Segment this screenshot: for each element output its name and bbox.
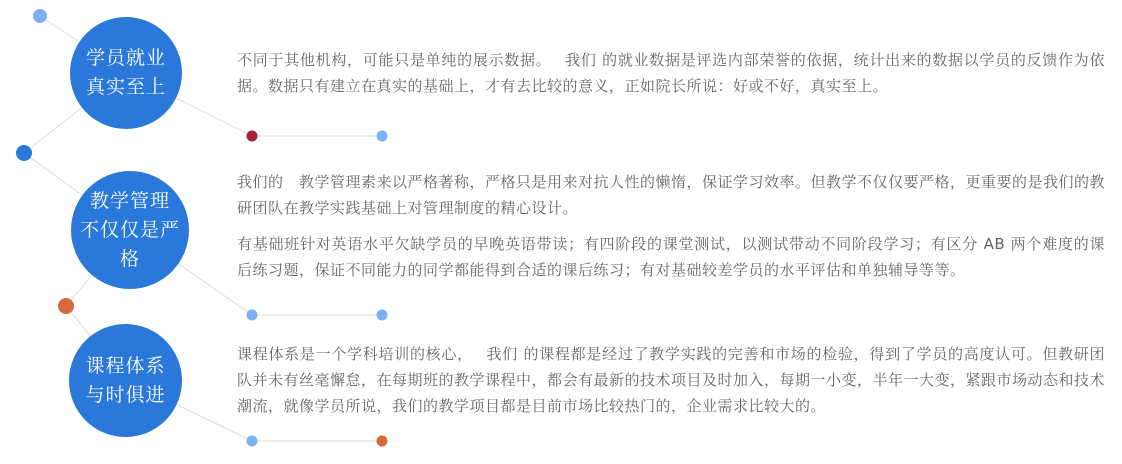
- bubble-teaching-management: [71, 171, 189, 289]
- bubble-employment-title-line1: 学员就业: [85, 47, 166, 69]
- bubble-teaching-management-title-line1: 教学管理: [89, 189, 170, 212]
- bubble-curriculum: [69, 324, 182, 437]
- side-dot-top: [33, 9, 47, 23]
- employment-paragraph: 不同于其他机构，可能只是单纯的展示数据。 我们 的就业数据是评选内部荣誉的依据，统计出来的数据以学员的反馈作为依据。数据只有建立在真实的基础上，才有去比较的意义，正如院长所说：好或不好，真实至上。: [237, 51, 1105, 95]
- bubble-employment-title-line2: 真实至上: [85, 76, 166, 98]
- teaching-management-paragraph-2: 有基础班针对英语水平欠缺学员的早晚英语带读；有四阶段的课堂测试，以测试带动不同阶段学习；有区分 AB 两个难度的课后练习题，保证不同能力的同学都能得到合适的课后练习；有对基础较差学员的水平评估和单独辅导等等。: [237, 235, 1105, 279]
- row2-dot-left: [247, 310, 258, 321]
- bubble-curriculum-title-line2: 与时俱进: [85, 383, 166, 406]
- teaching-management-paragraph-1: 我们的 教学管理素来以严格著称，严格只是用来对抗人性的懒惰，保证学习效率。但教学不仅仅要严格，更重要的是我们的教研团队在教学实践基础上对管理制度的精心设计。: [237, 173, 1106, 217]
- row3-dot-right: [377, 436, 388, 447]
- row1-dot-right: [377, 131, 388, 142]
- bubble-teaching-management-title-line2: 不仅仅是严格: [79, 218, 180, 270]
- row1-dot-left: [247, 131, 258, 142]
- side-dot-middle: [16, 145, 32, 161]
- row2-dot-right: [377, 310, 388, 321]
- row3-dot-left: [247, 436, 258, 447]
- curriculum-paragraph: 课程体系是一个学科培训的核心， 我们 的课程都是经过了教学实践的完善和市场的检验，得到了学员的高度认可。但教研团队并未有丝毫懈怠，在每期班的教学课程中，都会有最新的技术项目及时加入，每期一小变，半年一大变，紧跟市场动态和技术潮流，就像学员所说，我们的教学项目都是目前市场比较热门的，企业需求比较大的。: [237, 345, 1106, 415]
- bubble-employment: [70, 17, 182, 129]
- side-dot-bottom: [58, 298, 74, 314]
- bubble-curriculum-title-line1: 课程体系: [85, 354, 166, 377]
